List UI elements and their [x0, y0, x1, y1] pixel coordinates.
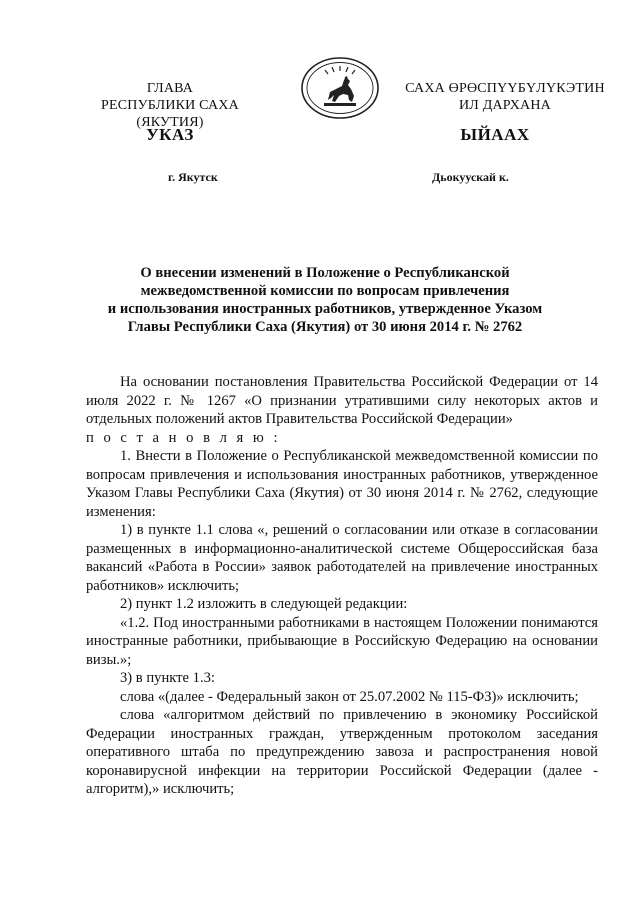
title-line: О внесении изменений в Положение о Республиканской — [140, 265, 510, 281]
header-right — [390, 80, 620, 114]
title-line: межведомственной комиссии по вопросам привлечения — [140, 283, 510, 299]
decree-word: п о с т а н о в л я ю : — [86, 429, 281, 446]
city-sah: Дьокуускай к. — [432, 170, 509, 184]
doc-type-ru: УКАЗ — [146, 125, 194, 144]
authority-title-sah: САХА ӨРӨСПYYБYЛYКЭТИН — [405, 81, 605, 96]
doc-type-sah: ЫЙААХ — [460, 125, 530, 144]
document-body — [86, 373, 598, 799]
paragraph-subitem-2: 2) пункт 1.2 изложить в следующей редакции: — [120, 596, 408, 612]
city-ru: г. Якутск — [168, 170, 218, 184]
paragraph-subitem-3: 3) в пункте 1.3: — [120, 670, 215, 686]
paragraph-item-1: 1. Внести в Положение о Республиканской межведомственной комиссии по вопросам привлечения и использования иностранных работников, утвержденное Указом Главы Республики Саха (Якутия) от 30 июня 2014 г. № 2762, следующие изменения: — [86, 448, 598, 520]
title-line: Главы Республики Саха (Якутия) от 30 июня 2014 г. № 2762 — [127, 319, 523, 335]
title-line: и использования иностранных работников, утвержденное Указом — [107, 301, 543, 317]
document-title — [95, 264, 555, 336]
paragraph-subitem-1: 1) в пункте 1.1 слова «, решений о согласовании или отказе в согласовании размещенных в информационно-аналитической системе Общероссийская база вакансий «Работа в России» заявок работодателей на привлечение иностранных работников» исключить; — [86, 522, 598, 594]
paragraph-words-1: слова «(далее - Федеральный закон от 25.07.2002 № 115-ФЗ)» исключить; — [120, 688, 579, 705]
header-left — [70, 80, 270, 131]
paragraph-quote: «1.2. Под иностранными работниками в настоящем Положении понимаются иностранные работники, прибывающие в Российскую Федерацию на основании визы.»; — [86, 614, 598, 668]
coat-of-arms-icon — [298, 56, 382, 120]
paragraph-basis: На основании постановления Правительства Российской Федерации от 14 июля 2022 г. № 1267 «О признании утратившими силу некоторых актов и отдельных положений актов Правительства Российской Федерации» — [86, 374, 598, 427]
authority-subtitle-sah: ИЛ ДАРХАНА — [458, 98, 551, 113]
paragraph-words-2: слова «алгоритмом действий по привлечению в экономику Российской Федерации иностранных граждан, утвержденным протоколом заседания оперативного штаба по предупреждению завоза и распространения новой коронавирусной инфекции на территории Российской Федерации (далее - алгоритм),» исключить; — [86, 707, 598, 797]
authority-subtitle-ru: РЕСПУБЛИКИ САХА (ЯКУТИЯ) — [101, 98, 239, 130]
authority-title-ru: ГЛАВА — [146, 81, 194, 96]
